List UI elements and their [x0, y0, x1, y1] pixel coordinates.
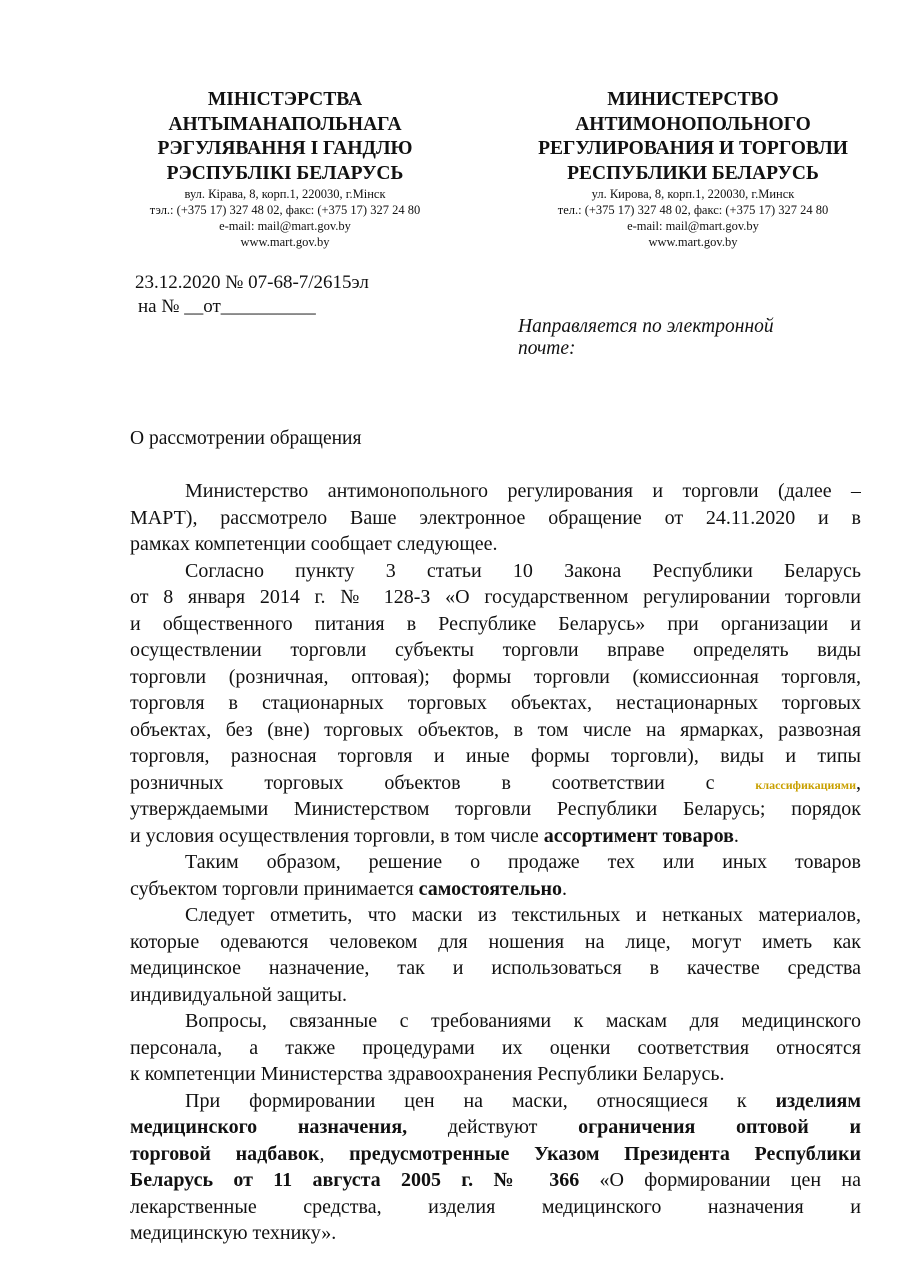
- bold-text: самостоятельно: [418, 877, 563, 900]
- body-text-line: [130, 849, 861, 876]
- bold-text: Беларусь от 11 августа 2005 г. № 366: [130, 1169, 580, 1191]
- text-segment: субъектом торговли принимается: [130, 877, 419, 900]
- text-segment: которые одеваются человеком для ношения на лице, могут иметь как: [130, 930, 861, 953]
- body-text-line: [130, 902, 861, 929]
- body-text-line: [130, 717, 861, 744]
- text-segment: .: [733, 824, 739, 847]
- body-text-line: [130, 770, 861, 797]
- body-text-line: [130, 690, 861, 717]
- org-title-line: МИНИСТЕРСТВО: [607, 89, 779, 110]
- text-segment: индивидуальной защиты.: [130, 983, 347, 1006]
- org-title-line: АНТИМОНОПОЛЬНОГО: [575, 113, 811, 135]
- text-segment: лекарственные средства, изделия медицинского назначения и: [130, 1195, 861, 1218]
- bold-text: торговой надбавок: [130, 1142, 320, 1165]
- body-text-line: [130, 1114, 861, 1141]
- bold-text: медицинского назначения,: [130, 1116, 408, 1138]
- body-text-line: [130, 929, 861, 956]
- text-segment: персонала, а также процедурами их оценки соответствия относятся: [130, 1036, 861, 1059]
- org-title-line: РЭСПУБЛІКІ БЕЛАРУСЬ: [166, 162, 404, 184]
- letter-body: [130, 478, 861, 1247]
- body-text-line: [130, 982, 861, 1009]
- header-belarusian: [130, 88, 440, 250]
- org-address: ул. Кирова, 8, корп.1, 220030, г.Минск: [591, 187, 795, 201]
- bold-text: изделиям: [775, 1089, 861, 1112]
- bold-text: ограничения оптовой и: [578, 1116, 861, 1138]
- text-segment: объектах, без (вне) торговых объектов, в том числе на ярмарках, развозная: [130, 718, 861, 741]
- body-text-line: [130, 505, 861, 532]
- org-title-line: АНТЫМАНАПОЛЬНАГА: [168, 113, 402, 135]
- text-segment: торговля, разносная торговля и иные формы торговли), виды и типы: [130, 745, 861, 767]
- text-segment: ,: [319, 1142, 350, 1165]
- delivery-note: [518, 316, 774, 360]
- org-title-line: РЕСПУБЛИКИ БЕЛАРУСЬ: [567, 162, 819, 184]
- bold-text: предусмотренные Указом Президента Республики: [349, 1142, 861, 1165]
- text-segment: .: [562, 877, 568, 900]
- text-segment: рамках компетенции сообщает следующее.: [130, 533, 498, 555]
- body-text-line: [130, 1141, 861, 1168]
- text-segment: от 8 января 2014 г. № 128-З «О государственном регулировании торговли: [130, 586, 861, 608]
- delivery-note-line: Направляется по электронной: [518, 316, 774, 337]
- body-text-line: [130, 531, 861, 558]
- org-website: www.mart.gov.by: [240, 235, 330, 249]
- org-title-line: МІНІСТЭРСТВА: [207, 89, 363, 110]
- body-text-line: [130, 1088, 861, 1115]
- org-phone: тэл.: (+375 17) 327 48 02, факс: (+375 17) 327 24 80: [149, 203, 421, 217]
- body-text-line: [130, 611, 861, 638]
- header-russian: [518, 88, 868, 250]
- letter-subject: О рассмотрении обращения: [130, 428, 362, 449]
- body-text-line: [130, 584, 861, 611]
- text-segment: к компетенции Министерства здравоохранения Республики Беларусь.: [130, 1063, 725, 1085]
- body-text-line: [130, 558, 861, 585]
- body-text-line: [130, 1167, 861, 1194]
- text-segment: осуществлении торговли субъекты торговли вправе определять виды: [130, 639, 861, 661]
- text-segment: розничных торговых объектов в соответствии с: [130, 771, 756, 794]
- text-segment: и условия осуществления торговли, в том числе: [130, 824, 544, 847]
- org-website: www.mart.gov.by: [648, 235, 738, 249]
- text-segment: и общественного питания в Республике Беларусь» при организации и: [130, 612, 861, 635]
- text-segment: медицинскую технику».: [130, 1222, 337, 1244]
- body-text-line: [130, 1035, 861, 1062]
- org-title-line: РЭГУЛЯВАННЯ І ГАНДЛЮ: [157, 138, 413, 159]
- reply-reference: на № __от__________: [138, 296, 316, 317]
- text-segment: действуют: [407, 1116, 579, 1138]
- body-text-line: [130, 1220, 861, 1247]
- text-segment: Министерство антимонопольного регулирования и торговли (далее –: [185, 480, 861, 502]
- delivery-note-line: почте:: [518, 338, 576, 359]
- text-segment: Таким образом, решение о продаже тех или иных товаров: [185, 851, 861, 873]
- text-segment: Вопросы, связанные с требованиями к маскам для медицинского: [185, 1010, 861, 1032]
- text-segment: ,: [856, 771, 861, 794]
- body-text-line: [130, 823, 861, 850]
- org-title-line: РЕГУЛИРОВАНИЯ И ТОРГОВЛИ: [538, 138, 848, 159]
- body-text-line: [130, 478, 861, 505]
- org-email: e-mail: mail@mart.gov.by: [219, 219, 351, 233]
- text-segment: Согласно пункту 3 статьи 10 Закона Республики Беларусь: [185, 559, 861, 582]
- org-email: e-mail: mail@mart.gov.by: [627, 219, 759, 233]
- body-text-line: [130, 637, 861, 664]
- body-text-line: [130, 955, 861, 982]
- text-segment: «О формировании цен на: [579, 1169, 861, 1191]
- bold-text: ассортимент товаров: [543, 824, 734, 847]
- body-text-line: [130, 743, 861, 770]
- body-text-line: [130, 1061, 861, 1088]
- text-segment: При формировании цен на маски, относящиеся к: [185, 1089, 776, 1112]
- text-segment: медицинское назначение, так и использоваться в качестве средства: [130, 957, 861, 979]
- body-text-line: [130, 664, 861, 691]
- text-segment: торговля в стационарных торговых объектах, нестационарных торговых: [130, 692, 861, 714]
- text-segment: Следует отметить, что маски из текстильных и нетканых материалов,: [185, 904, 861, 926]
- body-text-line: [130, 796, 861, 823]
- text-segment: торговли (розничная, оптовая); формы торговли (комиссионная торговля,: [130, 665, 861, 688]
- body-text-line: [130, 1194, 861, 1221]
- highlighted-term: классификациями: [755, 777, 856, 792]
- org-phone: тел.: (+375 17) 327 48 02, факс: (+375 17) 327 24 80: [557, 203, 829, 217]
- text-segment: утверждаемыми Министерством торговли Республики Беларусь; порядок: [130, 798, 861, 820]
- body-text-line: [130, 876, 861, 903]
- text-segment: МАРТ), рассмотрело Ваше электронное обращение от 24.11.2020 и в: [130, 506, 861, 529]
- org-address: вул. Кірава, 8, корп.1, 220030, г.Мінск: [184, 187, 386, 201]
- document-date-number: 23.12.2020 № 07-68-7/2615эл: [135, 272, 369, 293]
- body-text-line: [130, 1008, 861, 1035]
